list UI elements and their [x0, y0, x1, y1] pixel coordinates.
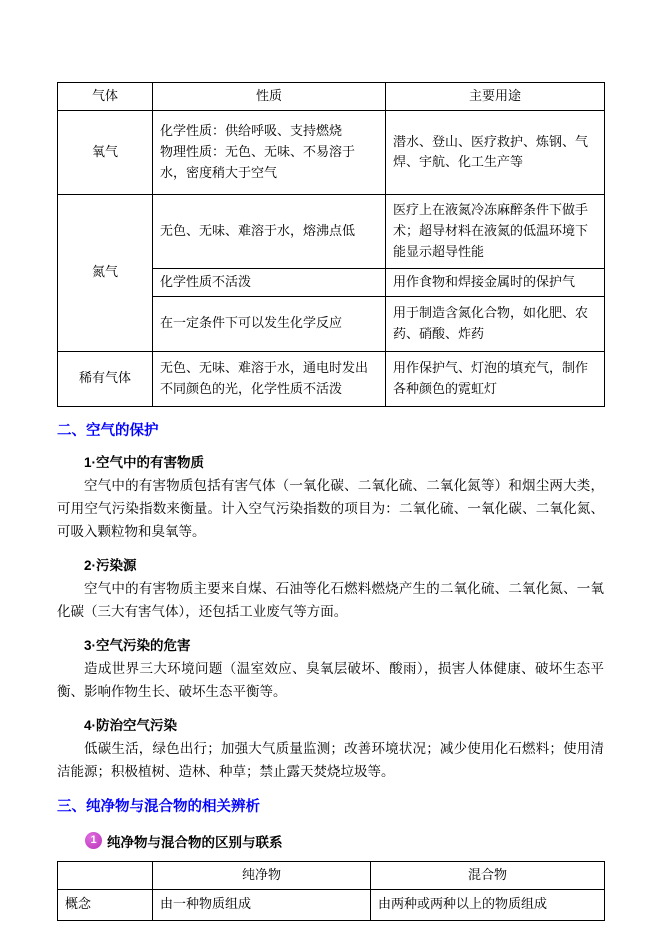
row-noble-gases	[58, 351, 605, 406]
nitrogen-property-cell-1: 无色、无味、难溶于水，熔沸点低	[153, 194, 386, 268]
topic-title-harmful-substances: 1·空气中的有害物质	[84, 454, 205, 470]
header-cell-properties: 性质	[153, 83, 386, 111]
topic-title-pollution-prevention: 4·防治空气污染	[84, 717, 178, 733]
oxygen-properties-cell	[153, 110, 386, 194]
pure-header-empty-cell	[58, 861, 153, 889]
pure-table-concept-row	[58, 889, 605, 920]
oxygen-uses-cell: 潜水、登山、医疗救护、炼钢、气焊、宇航、化工生产等	[386, 110, 605, 194]
gas-table-header-row	[58, 83, 605, 111]
oxygen-physical-property: 物理性质：无色、无味、不易溶于水，密度稍大于空气	[160, 143, 356, 180]
subtopic-title-row	[85, 831, 604, 851]
row-oxygen	[58, 110, 605, 194]
section-pure-mixture-heading: 三、纯净物与混合物的相关辨析	[57, 798, 260, 815]
concept-pure-cell: 由一种物质组成	[153, 889, 371, 920]
topic-title-pollution-harm: 3·空气污染的危害	[84, 637, 191, 653]
topic-body-pollution-sources: 空气中的有害物质主要来自煤、石油等化石燃料燃烧产生的二氧化硫、二氧化氮、一氧化碳（三大有害气体），还包括工业废气等方面。	[57, 580, 604, 619]
topic-body-harmful-substances: 空气中的有害物质包括有害气体（一氧化碳、二氧化硫、二氧化氮等）和烟尘两大类，可用空气污染指数来衡量。计入空气污染指数的项目为：二氧化硫、一氧化碳、二氧化氮、可吸入颗粒物和臭氧等。	[57, 477, 604, 539]
noble-uses-cell: 用作保护气、灯泡的填充气，制作各种颜色的霓虹灯	[386, 351, 605, 406]
nitrogen-property-cell-2: 化学性质不活泼	[153, 268, 386, 296]
topic-body-pollution-prevention: 低碳生活，绿色出行；加强大气质量监测；改善环境状况；减少使用化石燃料；使用清洁能源；积极植树、造林、种草；禁止露天焚烧垃圾等。	[57, 740, 604, 779]
pure-header-pure-cell: 纯净物	[153, 861, 371, 889]
nitrogen-uses-cell-1: 医疗上在液氮冷冻麻醉条件下做手术；超导材料在液氮的低温环境下能显示超导性能	[386, 194, 605, 268]
oxygen-name-cell: 氧气	[58, 110, 153, 194]
circled-number-badge: 1	[85, 832, 102, 849]
nitrogen-uses-cell-3: 用于制造含氮化合物，如化肥、农药、硝酸、炸药	[386, 296, 605, 351]
topic-body-pollution-harm: 造成世界三大环境问题（温室效应、臭氧层破坏、酸雨），损害人体健康、破坏生态平衡、影响作物生长、破坏生态平衡等。	[57, 660, 604, 699]
nitrogen-uses-cell-2: 用作食物和焊接金属时的保护气	[386, 268, 605, 296]
pure-table-header-row	[58, 861, 605, 889]
noble-name-cell: 稀有气体	[58, 351, 153, 406]
nitrogen-name-cell: 氮气	[58, 194, 153, 351]
concept-mixture-cell: 由两种或两种以上的物质组成	[371, 889, 605, 920]
pure-header-mixture-cell: 混合物	[371, 861, 605, 889]
gas-properties-table	[57, 82, 605, 407]
nitrogen-property-cell-3: 在一定条件下可以发生化学反应	[153, 296, 386, 351]
concept-label-cell: 概念	[58, 889, 153, 920]
noble-property-cell: 无色、无味、难溶于水，通电时发出不同颜色的光，化学性质不活泼	[153, 351, 386, 406]
topic-title-pollution-sources: 2·污染源	[84, 557, 137, 573]
pure-mixture-table	[57, 861, 605, 921]
header-cell-gas: 气体	[58, 83, 153, 111]
section-air-protection-heading: 二、空气的保护	[57, 422, 159, 439]
row-nitrogen-1	[58, 194, 605, 268]
subtopic-title: 纯净物与混合物的区别与联系	[107, 834, 283, 850]
oxygen-chemical-property: 化学性质：供给呼吸、支持燃烧	[160, 123, 343, 139]
header-cell-uses: 主要用途	[386, 83, 605, 111]
